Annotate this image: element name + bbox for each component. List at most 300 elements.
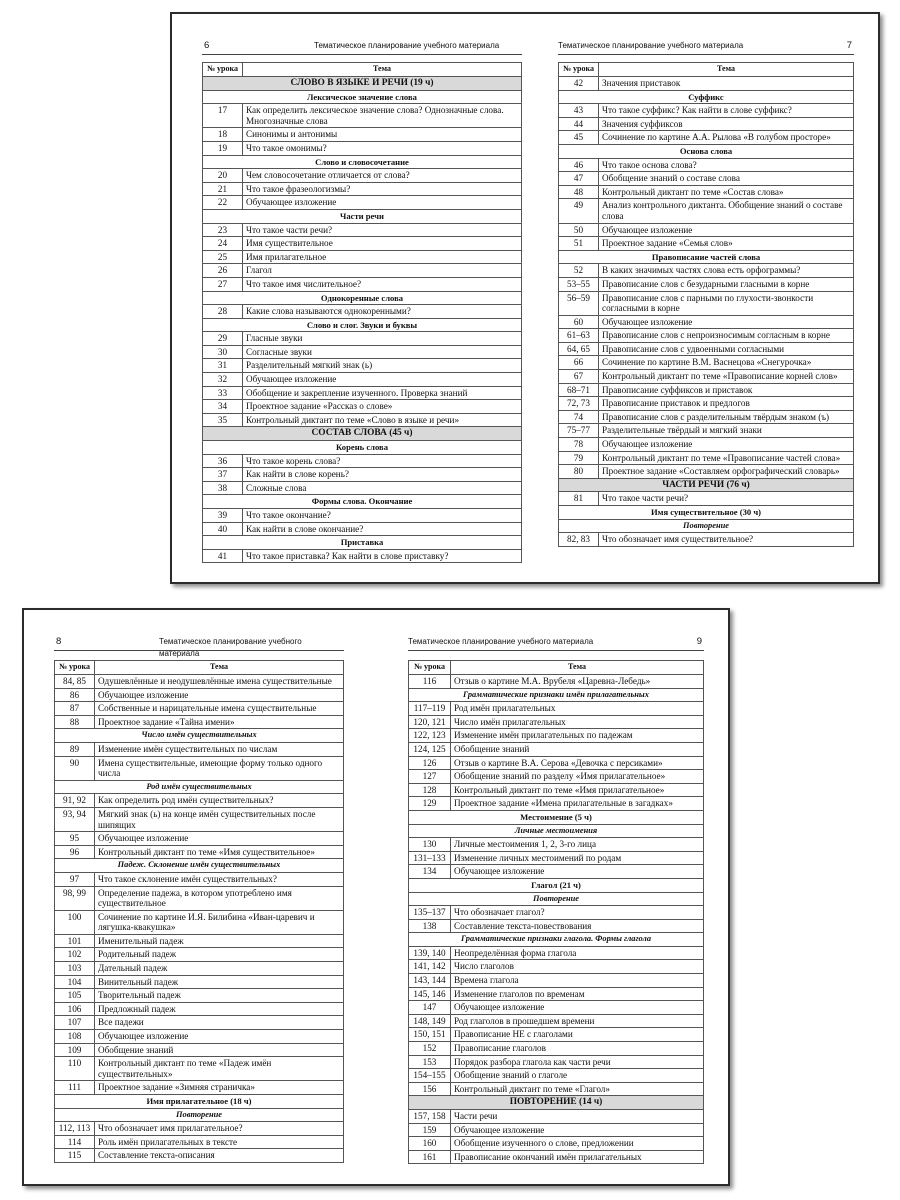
lesson-number: 88	[55, 715, 95, 729]
table-row	[409, 702, 704, 716]
table-row	[559, 370, 854, 384]
italic-heading-row	[409, 688, 704, 702]
lesson-topic: Обучающее изложение	[451, 1001, 704, 1015]
table-row	[203, 481, 522, 495]
lesson-number: 116	[409, 675, 451, 689]
running-title: Тематическое планирование учебного материала	[558, 41, 744, 50]
table-row	[559, 410, 854, 424]
heading-text: Имя прилагательное (18 ч)	[55, 1095, 344, 1109]
lesson-topic: Именительный падеж	[95, 934, 344, 948]
lesson-topic: Дательный падеж	[95, 962, 344, 976]
table-row	[409, 865, 704, 879]
lesson-number: 42	[559, 77, 599, 91]
lesson-topic: Правописание окончаний имён прилагательных	[451, 1150, 704, 1164]
table-row	[55, 794, 344, 808]
table-row	[409, 1042, 704, 1056]
lesson-topic: Анализ контрольного диктанта. Обобщение знаний о составе слова	[599, 199, 854, 223]
lesson-number: 126	[409, 756, 451, 770]
running-head	[408, 636, 704, 651]
lesson-number: 95	[55, 832, 95, 846]
lesson-topic: Синонимы и антонимы	[243, 128, 522, 142]
lesson-number: 22	[203, 196, 243, 210]
lesson-topic: Проектное задание «Зимняя страничка»	[95, 1081, 344, 1095]
lesson-number: 89	[55, 742, 95, 756]
lesson-topic: Что такое части речи?	[599, 492, 854, 506]
subsection-heading-row	[409, 810, 704, 824]
lesson-number: 43	[559, 104, 599, 118]
table-row	[409, 919, 704, 933]
table-row	[409, 974, 704, 988]
lesson-number: 25	[203, 250, 243, 264]
table-row	[203, 332, 522, 346]
page-number: 6	[204, 40, 210, 51]
lesson-topic: Обучающее изложение	[599, 315, 854, 329]
lesson-number: 104	[55, 975, 95, 989]
lesson-number: 134	[409, 865, 451, 879]
lesson-topic: Роль имён прилагательных в тексте	[95, 1135, 344, 1149]
table-row	[55, 886, 344, 910]
lesson-number: 30	[203, 345, 243, 359]
heading-text: Личные местоимения	[409, 824, 704, 838]
italic-heading-row	[55, 729, 344, 743]
lesson-number: 75–77	[559, 424, 599, 438]
header-topic: Тема	[243, 63, 522, 77]
lesson-topic: Обучающее изложение	[243, 373, 522, 387]
lesson-number: 157, 158	[409, 1110, 451, 1124]
lesson-number: 150, 151	[409, 1028, 451, 1042]
lesson-number: 87	[55, 702, 95, 716]
table-row	[55, 1043, 344, 1057]
lesson-number: 147	[409, 1001, 451, 1015]
heading-text: Лексическое значение слова	[203, 90, 522, 104]
lesson-topic: Обучающее изложение	[451, 1123, 704, 1137]
italic-heading-row	[55, 859, 344, 873]
lesson-topic: Проектное задание «Имена прилагательные в загадках»	[451, 797, 704, 811]
table-row	[409, 906, 704, 920]
table-row	[203, 141, 522, 155]
lesson-number: 108	[55, 1030, 95, 1044]
lesson-number: 84, 85	[55, 675, 95, 689]
italic-heading-row	[559, 519, 854, 533]
heading-text: СЛОВО В ЯЗЫКЕ И РЕЧИ (19 ч)	[203, 77, 522, 91]
lesson-topic: Контрольный диктант по теме «Глагол»	[451, 1082, 704, 1096]
heading-text: Повторение	[559, 519, 854, 533]
table-row	[559, 185, 854, 199]
lesson-topic: Проектное задание «Семья слов»	[599, 237, 854, 251]
lesson-topic: Все падежи	[95, 1016, 344, 1030]
table-row	[203, 549, 522, 563]
lesson-number: 153	[409, 1055, 451, 1069]
lesson-topic: Родительный падеж	[95, 948, 344, 962]
table-row	[409, 742, 704, 756]
heading-text: Приставка	[203, 536, 522, 550]
lesson-topic: Обучающее изложение	[451, 865, 704, 879]
header-lesson-number: № урока	[203, 63, 243, 77]
lesson-topic: Что такое фразеологизмы?	[243, 182, 522, 196]
lesson-topic: Неопределённая форма глагола	[451, 946, 704, 960]
lesson-number: 79	[559, 451, 599, 465]
lesson-number: 66	[559, 356, 599, 370]
lesson-number: 23	[203, 223, 243, 237]
table-row	[203, 509, 522, 523]
lesson-topic: Что такое приставка? Как найти в слове приставку?	[243, 549, 522, 563]
table-row	[55, 756, 344, 780]
table-header-row	[409, 661, 704, 675]
lesson-topic: Что такое части речи?	[243, 223, 522, 237]
heading-text: ПОВТОРЕНИЕ (14 ч)	[409, 1096, 704, 1110]
table-row	[55, 688, 344, 702]
table-row	[203, 345, 522, 359]
lesson-topic: Отзыв о картине М.А. Врубеля «Царевна-Лебедь»	[451, 675, 704, 689]
table-row	[559, 117, 854, 131]
running-title: Тематическое планирование учебного материала	[159, 637, 302, 658]
table-row	[203, 373, 522, 387]
table-row	[409, 715, 704, 729]
lesson-number: 109	[55, 1043, 95, 1057]
table-row	[55, 962, 344, 976]
italic-heading-row	[55, 780, 344, 794]
lesson-number: 60	[559, 315, 599, 329]
lesson-number: 160	[409, 1137, 451, 1151]
table-row	[203, 264, 522, 278]
running-head	[202, 40, 522, 55]
heading-text: Правописание частей слова	[559, 250, 854, 264]
lesson-topic: Контрольный диктант по теме «Падеж имён существительных»	[95, 1057, 344, 1081]
table-row	[203, 223, 522, 237]
lesson-topic: Что такое имя числительное?	[243, 277, 522, 291]
lesson-topic: Обучающее изложение	[95, 832, 344, 846]
lesson-topic: Имена существительные, имеющие форму только одного числа	[95, 756, 344, 780]
page-number: 8	[56, 636, 62, 647]
lesson-topic: Изменение личных местоимений по родам	[451, 851, 704, 865]
lesson-topic: Правописание слов с разделительным твёрдым знаком (ъ)	[599, 410, 854, 424]
lesson-topic: Имя существительное	[243, 237, 522, 251]
lesson-number: 61–63	[559, 329, 599, 343]
section-heading-row	[203, 77, 522, 91]
book-spread-top	[170, 12, 880, 584]
table-row	[559, 492, 854, 506]
lesson-topic: Собственные и нарицательные имена существительные	[95, 702, 344, 716]
header-lesson-number: № урока	[55, 661, 95, 675]
table-row	[203, 128, 522, 142]
lesson-number: 154–155	[409, 1069, 451, 1083]
lesson-topic: Как определить лексическое значение слова? Однозначные слова. Многозначные слова	[243, 104, 522, 128]
subsection-heading-row	[203, 209, 522, 223]
table-row	[409, 1123, 704, 1137]
lesson-topic: Отзыв о картине В.А. Серова «Девочка с персиками»	[451, 756, 704, 770]
table-row	[559, 342, 854, 356]
heading-text: Род имён существительных	[55, 780, 344, 794]
lesson-number: 36	[203, 454, 243, 468]
lesson-topic: Времена глагола	[451, 974, 704, 988]
table-row	[409, 946, 704, 960]
running-title: Тематическое планирование учебного материала	[314, 41, 500, 50]
lesson-topic: Обобщение знаний	[451, 742, 704, 756]
lesson-number: 122, 123	[409, 729, 451, 743]
heading-text: Число имён существительных	[55, 729, 344, 743]
lesson-topic: Сочинение по картине А.А. Рылова «В голубом просторе»	[599, 131, 854, 145]
table-row	[203, 413, 522, 427]
lesson-topic: Контрольный диктант по теме «Правописание корней слов»	[599, 370, 854, 384]
table-row	[55, 1002, 344, 1016]
lesson-topic: Обучающее изложение	[243, 196, 522, 210]
subsection-heading-row	[409, 878, 704, 892]
table-row	[203, 305, 522, 319]
lesson-plan-table	[202, 62, 522, 563]
lesson-number: 105	[55, 989, 95, 1003]
lesson-number: 28	[203, 305, 243, 319]
lesson-number: 159	[409, 1123, 451, 1137]
lesson-plan-table	[54, 660, 344, 1163]
header-lesson-number: № урока	[409, 661, 451, 675]
subsection-heading-row	[203, 536, 522, 550]
lesson-topic: Изменение имён прилагательных по падежам	[451, 729, 704, 743]
lesson-topic: Глагол	[243, 264, 522, 278]
lesson-number: 20	[203, 169, 243, 183]
lesson-number: 19	[203, 141, 243, 155]
lesson-plan-table	[408, 660, 704, 1164]
table-row	[203, 386, 522, 400]
lesson-topic: Правописание суффиксов и приставок	[599, 383, 854, 397]
italic-heading-row	[409, 824, 704, 838]
table-row	[203, 400, 522, 414]
table-row	[203, 522, 522, 536]
lesson-number: 38	[203, 481, 243, 495]
header-topic: Тема	[599, 63, 854, 77]
lesson-topic: Контрольный диктант по теме «Слово в языке и речи»	[243, 413, 522, 427]
lesson-topic: Проектное задание «Составляем орфографический словарь»	[599, 465, 854, 479]
table-row	[559, 277, 854, 291]
lesson-number: 110	[55, 1057, 95, 1081]
lesson-topic: Что такое окончание?	[243, 509, 522, 523]
lesson-topic: Обобщение знаний о составе слова	[599, 172, 854, 186]
lesson-number: 33	[203, 386, 243, 400]
lesson-topic: Правописание глаголов	[451, 1042, 704, 1056]
table-row	[55, 948, 344, 962]
lesson-number: 48	[559, 185, 599, 199]
lesson-topic: Контрольный диктант по теме «Имя прилагательное»	[451, 783, 704, 797]
heading-text: Глагол (21 ч)	[409, 878, 704, 892]
subsection-heading-row	[203, 90, 522, 104]
lesson-topic: Согласные звуки	[243, 345, 522, 359]
lesson-number: 135–137	[409, 906, 451, 920]
table-row	[55, 832, 344, 846]
lesson-topic: Части речи	[451, 1110, 704, 1124]
lesson-number: 50	[559, 223, 599, 237]
lesson-topic: Что такое корень слова?	[243, 454, 522, 468]
table-row	[55, 845, 344, 859]
table-row	[55, 807, 344, 831]
lesson-number: 44	[559, 117, 599, 131]
running-head	[54, 636, 344, 658]
lesson-number: 80	[559, 465, 599, 479]
table-row	[559, 356, 854, 370]
lesson-number: 117–119	[409, 702, 451, 716]
lesson-number: 93, 94	[55, 807, 95, 831]
lesson-topic: Сложные слова	[243, 481, 522, 495]
lesson-topic: Что обозначает имя существительное?	[599, 533, 854, 547]
heading-text: Слово и слог. Звуки и буквы	[203, 318, 522, 332]
table-row	[409, 1055, 704, 1069]
table-row	[203, 169, 522, 183]
lesson-topic: Обобщение знаний о глаголе	[451, 1069, 704, 1083]
table-row	[409, 987, 704, 1001]
lesson-topic: Правописание слов с непроизносимым согласным в корне	[599, 329, 854, 343]
subsection-heading-row	[559, 144, 854, 158]
subsection-heading-row	[203, 495, 522, 509]
lesson-number: 115	[55, 1149, 95, 1163]
table-row	[55, 1016, 344, 1030]
lesson-topic: Винительный падеж	[95, 975, 344, 989]
table-row	[55, 1081, 344, 1095]
page-number: 7	[846, 40, 852, 51]
table-header-row	[203, 63, 522, 77]
heading-text: Корень слова	[203, 441, 522, 455]
table-row	[203, 454, 522, 468]
table-row	[55, 872, 344, 886]
table-row	[559, 397, 854, 411]
subsection-heading-row	[55, 1095, 344, 1109]
subsection-heading-row	[203, 155, 522, 169]
lesson-number: 78	[559, 438, 599, 452]
lesson-topic: Правописание слов с парными по глухости-звонкости согласными в корне	[599, 291, 854, 315]
lesson-topic: Чем словосочетание отличается от слова?	[243, 169, 522, 183]
lesson-number: 29	[203, 332, 243, 346]
lesson-number: 52	[559, 264, 599, 278]
heading-text: Грамматические признаки глагола. Формы глагола	[409, 933, 704, 947]
table-row	[559, 424, 854, 438]
heading-text: ЧАСТИ РЕЧИ (76 ч)	[559, 478, 854, 492]
running-head	[558, 40, 854, 55]
table-row	[203, 468, 522, 482]
lesson-topic: Определение падежа, в котором употреблено имя существительное	[95, 886, 344, 910]
table-row	[559, 315, 854, 329]
table-row	[409, 729, 704, 743]
table-row	[559, 533, 854, 547]
lesson-number: 102	[55, 948, 95, 962]
book-spread-bottom	[22, 608, 730, 1186]
table-row	[559, 77, 854, 91]
table-row	[559, 104, 854, 118]
lesson-topic: Что обозначает глагол?	[451, 906, 704, 920]
running-title: Тематическое планирование учебного материала	[408, 637, 594, 646]
heading-text: Части речи	[203, 209, 522, 223]
table-row	[559, 172, 854, 186]
header-lesson-number: № урока	[559, 63, 599, 77]
table-row	[409, 770, 704, 784]
heading-text: Имя существительное (30 ч)	[559, 506, 854, 520]
lesson-number: 90	[55, 756, 95, 780]
lesson-topic: Обучающее изложение	[95, 688, 344, 702]
lesson-number: 56–59	[559, 291, 599, 315]
heading-text: Основа слова	[559, 144, 854, 158]
lesson-number: 40	[203, 522, 243, 536]
lesson-number: 156	[409, 1082, 451, 1096]
table-row	[55, 910, 344, 934]
lesson-topic: Мягкий знак (ь) на конце имён существительных после шипящих	[95, 807, 344, 831]
lesson-topic: Контрольный диктант по теме «Правописание частей слова»	[599, 451, 854, 465]
table-row	[203, 250, 522, 264]
table-row	[409, 1137, 704, 1151]
lesson-topic: Что такое суффикс? Как найти в слове суффикс?	[599, 104, 854, 118]
table-row	[559, 329, 854, 343]
lesson-topic: Обучающее изложение	[599, 438, 854, 452]
lesson-number: 143, 144	[409, 974, 451, 988]
lesson-number: 41	[203, 549, 243, 563]
table-row	[559, 438, 854, 452]
lesson-number: 86	[55, 688, 95, 702]
table-row	[559, 237, 854, 251]
lesson-topic: Гласные звуки	[243, 332, 522, 346]
table-row	[409, 783, 704, 797]
lesson-topic: Обобщение изученного о слове, предложении	[451, 1137, 704, 1151]
italic-heading-row	[409, 892, 704, 906]
heading-text: Формы слова. Окончание	[203, 495, 522, 509]
lesson-number: 47	[559, 172, 599, 186]
table-row	[203, 359, 522, 373]
table-row	[55, 934, 344, 948]
lesson-topic: Правописание слов с безударными гласными в корне	[599, 277, 854, 291]
lesson-topic: Составление текста-повествования	[451, 919, 704, 933]
lesson-number: 98, 99	[55, 886, 95, 910]
table-row	[203, 104, 522, 128]
lesson-number: 32	[203, 373, 243, 387]
lesson-number: 53–55	[559, 277, 599, 291]
header-topic: Тема	[95, 661, 344, 675]
table-row	[409, 851, 704, 865]
lesson-number: 103	[55, 962, 95, 976]
table-row	[203, 196, 522, 210]
lesson-topic: Творительный падеж	[95, 989, 344, 1003]
table-row	[559, 291, 854, 315]
table-row	[55, 1057, 344, 1081]
lesson-topic: Правописание слов с удвоенными согласными	[599, 342, 854, 356]
lesson-topic: Порядок разбора глагола как части речи	[451, 1055, 704, 1069]
lesson-number: 145, 146	[409, 987, 451, 1001]
lesson-topic: Правописание НЕ с глаголами	[451, 1028, 704, 1042]
heading-text: Суффикс	[559, 90, 854, 104]
table-row	[55, 675, 344, 689]
lesson-number: 161	[409, 1150, 451, 1164]
lesson-number: 49	[559, 199, 599, 223]
lesson-number: 111	[55, 1081, 95, 1095]
table-row	[559, 383, 854, 397]
lesson-topic: Контрольный диктант по теме «Имя существительное»	[95, 845, 344, 859]
lesson-number: 18	[203, 128, 243, 142]
table-header-row	[55, 661, 344, 675]
lesson-number: 46	[559, 158, 599, 172]
lesson-topic: Род имён прилагательных	[451, 702, 704, 716]
lesson-topic: В каких значимых частях слова есть орфограммы?	[599, 264, 854, 278]
heading-text: Однокоренные слова	[203, 291, 522, 305]
lesson-topic: Что такое основа слова?	[599, 158, 854, 172]
heading-text: Повторение	[55, 1108, 344, 1122]
table-row	[409, 675, 704, 689]
lesson-topic: Сочинение по картине И.Я. Билибина «Иван-царевич и лягушка-квакушка»	[95, 910, 344, 934]
lesson-number: 51	[559, 237, 599, 251]
lesson-topic: Что такое склонение имён существительных?	[95, 872, 344, 886]
lesson-topic: Проектное задание «Рассказ о слове»	[243, 400, 522, 414]
lesson-topic: Сочинение по картине В.М. Васнецова «Снегурочка»	[599, 356, 854, 370]
subsection-heading-row	[559, 250, 854, 264]
lesson-number: 141, 142	[409, 960, 451, 974]
lesson-topic: Значения приставок	[599, 77, 854, 91]
lesson-topic: Значения суффиксов	[599, 117, 854, 131]
lesson-number: 101	[55, 934, 95, 948]
lesson-topic: Какие слова называются однокоренными?	[243, 305, 522, 319]
lesson-topic: Обобщение и закрепление изученного. Проверка знаний	[243, 386, 522, 400]
lesson-topic: Разделительные твёрдый и мягкий знаки	[599, 424, 854, 438]
